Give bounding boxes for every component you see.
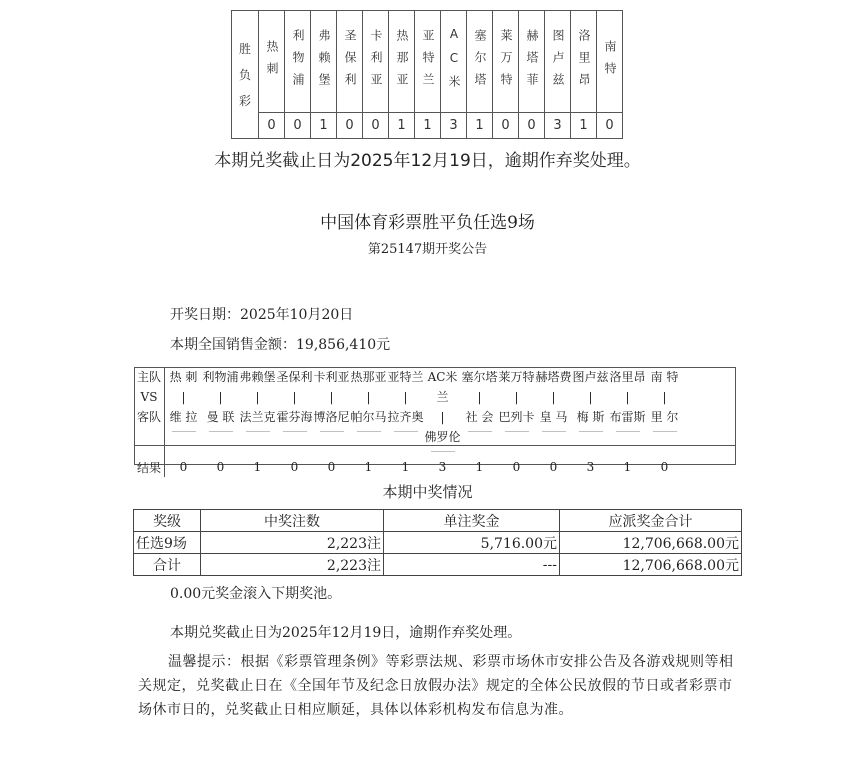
team-name-cell: 圣保利 (337, 11, 363, 113)
team-name-cell: AC米 (441, 11, 467, 113)
team-result-cell: 0 (259, 113, 285, 139)
prize-level: 任选9场 (134, 532, 201, 554)
separator-dash: ——— (393, 427, 418, 437)
match-cell (313, 367, 350, 457)
away-team: 梅 斯 (576, 410, 605, 424)
match-result: 1 (253, 460, 262, 474)
team-name-cell: 南特 (597, 11, 623, 113)
top-result-table (231, 10, 623, 139)
away-team: 里 尔 (650, 410, 679, 424)
vs-mark: | (403, 390, 408, 404)
match-cell (609, 367, 646, 457)
separator-dash: ——— (578, 427, 603, 437)
match-result: 0 (549, 460, 558, 474)
home-team: 图卢兹 (572, 370, 609, 384)
lottery-subtitle: 第25147期开奖公告 (367, 242, 488, 257)
match-cell (239, 367, 276, 457)
match-cell (165, 367, 203, 457)
home-team: 洛里昂 (609, 370, 646, 384)
separator-dash: ——— (208, 427, 233, 437)
match-result: 0 (290, 460, 299, 474)
match-result: 0 (512, 460, 521, 474)
match-cell (461, 367, 498, 457)
team-result-cell: 0 (519, 113, 545, 139)
team-name-cell: 利物浦 (285, 11, 311, 113)
rollover-note: 0.00元奖金滚入下期奖池。 (170, 586, 342, 602)
label-vs: VS (140, 390, 158, 404)
vs-mark: | (514, 390, 519, 404)
prize-unit: 5,716.00元 (384, 532, 560, 554)
prize-count: 2,223注 (201, 554, 384, 576)
match-result: 3 (438, 460, 447, 474)
deadline-notice: 本期兑奖截止日为2025年12月19日，逾期作弃奖处理。 (170, 625, 522, 641)
home-team: 热 刺 (169, 370, 198, 384)
vs-mark: | (329, 390, 334, 404)
away-team: 曼 联 (206, 410, 235, 424)
match-result: 3 (586, 460, 595, 474)
match-cell (646, 367, 683, 457)
match-result: 0 (327, 460, 336, 474)
team-result-cell: 0 (597, 113, 623, 139)
team-result-cell: 1 (389, 113, 415, 139)
home-team: 卡利亚 (313, 370, 350, 384)
label-away: 客队 (136, 410, 161, 424)
home-team: 南 特 (650, 370, 679, 384)
away-team: 布雷斯 (609, 410, 646, 424)
top-deadline-notice: 本期兑奖截止日为2025年12月19日，逾期作弃奖处理。 (214, 151, 641, 171)
label-result: 结果 (134, 457, 165, 477)
match-cell (535, 367, 572, 457)
team-name-cell: 亚特兰 (415, 11, 441, 113)
vs-mark: | (662, 390, 667, 404)
match-result: 0 (179, 460, 188, 474)
vs-mark: | (255, 390, 260, 404)
team-result-cell: 0 (493, 113, 519, 139)
separator-dash: ——— (171, 427, 196, 437)
team-result-cell: 0 (285, 113, 311, 139)
team-result-cell: 0 (363, 113, 389, 139)
home-team: 弗赖堡 (239, 370, 276, 384)
away-team: 法兰克 (239, 410, 276, 424)
header-label-cell (232, 11, 259, 139)
match-cell (572, 367, 609, 457)
team-name-cell: 热那亚 (389, 11, 415, 113)
match-result: 1 (475, 460, 484, 474)
team-result-cell: 3 (545, 113, 571, 139)
vs-mark: | (292, 390, 297, 404)
match-result: 0 (216, 460, 225, 474)
away-team: 社 会 (465, 410, 494, 424)
team-name-cell: 弗赖堡 (311, 11, 337, 113)
vs-mark: | (588, 390, 593, 404)
home-team: 塞尔塔 (461, 370, 498, 384)
vs-mark: | (551, 390, 556, 404)
away-team: 拉齐奥 (387, 410, 424, 424)
prize-unit: --- (384, 554, 560, 576)
prize-title: 本期中奖情况 (382, 483, 473, 501)
prize-header-level: 奖级 (134, 510, 201, 532)
match-cell (276, 367, 313, 457)
label-home: 主队 (136, 370, 161, 384)
prize-header-unit: 单注奖金 (384, 510, 560, 532)
draw-date: 开奖日期：2025年10月20日 (170, 307, 354, 323)
team-result-cell: 1 (571, 113, 597, 139)
prize-count: 2,223注 (201, 532, 384, 554)
away-team: 博洛尼 (313, 410, 350, 424)
vs-mark: | (625, 390, 630, 404)
prize-total: 12,706,668.00元 (560, 554, 742, 576)
match-cell (202, 367, 239, 457)
team-name-cell: 图卢兹 (545, 11, 571, 113)
home-team: 亚特兰 (387, 370, 424, 384)
team-result-cell: 1 (467, 113, 493, 139)
team-name-cell: 热刺 (259, 11, 285, 113)
team-result-cell: 0 (337, 113, 363, 139)
away-team: 霍芬海 (276, 410, 313, 424)
separator-dash: ——— (245, 427, 270, 437)
separator-dash: ——— (541, 427, 566, 437)
prize-row (134, 532, 742, 554)
team-name-cell: 莱万特 (493, 11, 519, 113)
away-team: 皇 马 (539, 410, 568, 424)
tips-paragraph: 温馨提示：根据《彩票管理条例》等彩票法规、彩票市场休市安排公告及各游戏规则等相关规定，兑奖截止日在《全国年节及纪念日放假办法》规定的全体公民放假的节日或者彩票市场休市日的，兑奖截止日相应顺延，具体以体彩机构发布信息为准。 (138, 654, 734, 718)
match-result: 1 (364, 460, 373, 474)
prize-header-total: 应派奖金合计 (560, 510, 742, 532)
home-team: 热那亚 (350, 370, 387, 384)
match-cell (424, 367, 461, 457)
prize-row-sum (134, 554, 742, 576)
separator-dash: ——— (504, 427, 529, 437)
away-team: 帕尔马 (350, 410, 387, 424)
team-name-cell: 洛里昂 (571, 11, 597, 113)
home-team: 利物浦 (202, 370, 239, 384)
lottery-title: 中国体育彩票胜平负任选9场 (320, 213, 535, 233)
separator-dash: ——— (282, 427, 307, 437)
match-labels (134, 367, 165, 457)
match-result: 0 (660, 460, 669, 474)
team-name-cell: 塞尔塔 (467, 11, 493, 113)
separator-dash: ——— (652, 427, 677, 437)
vs-mark: | (366, 390, 371, 404)
separator-dash: ——— (467, 427, 492, 437)
match-result: 1 (401, 460, 410, 474)
match-cell (350, 367, 387, 457)
sales-amount: 本期全国销售金额：19,856,410元 (170, 337, 391, 353)
team-result-cell: 1 (311, 113, 337, 139)
team-name-cell: 卡利亚 (363, 11, 389, 113)
vs-mark: | (181, 390, 186, 404)
prize-table (133, 509, 742, 576)
away-team: 维 拉 (169, 410, 198, 424)
prize-total: 12,706,668.00元 (560, 532, 742, 554)
away-team: 巴列卡 (498, 410, 535, 424)
prize-level: 合计 (134, 554, 201, 576)
match-cell (387, 367, 424, 457)
team-name-cell: 赫塔菲 (519, 11, 545, 113)
home-team: 莱万特 (498, 370, 535, 384)
away-team: 佛罗伦 (424, 430, 461, 444)
team-result-cell: 3 (441, 113, 467, 139)
vs-mark: | (477, 390, 482, 404)
home-team: AC米兰 (427, 370, 458, 404)
vs-mark: | (440, 410, 445, 424)
separator-dash: ——— (615, 427, 640, 437)
home-team: 赫塔费 (535, 370, 572, 384)
vs-mark: | (218, 390, 223, 404)
team-result-cell: 1 (415, 113, 441, 139)
separator-dash: ——— (430, 447, 455, 457)
prize-header-count: 中奖注数 (201, 510, 384, 532)
match-cell (498, 367, 535, 457)
home-team: 圣保利 (276, 370, 313, 384)
header-label: 胜负彩 (238, 41, 251, 108)
match-table (134, 367, 683, 477)
separator-dash: ——— (356, 427, 381, 437)
separator-dash: ——— (319, 427, 344, 437)
match-result: 1 (623, 460, 632, 474)
